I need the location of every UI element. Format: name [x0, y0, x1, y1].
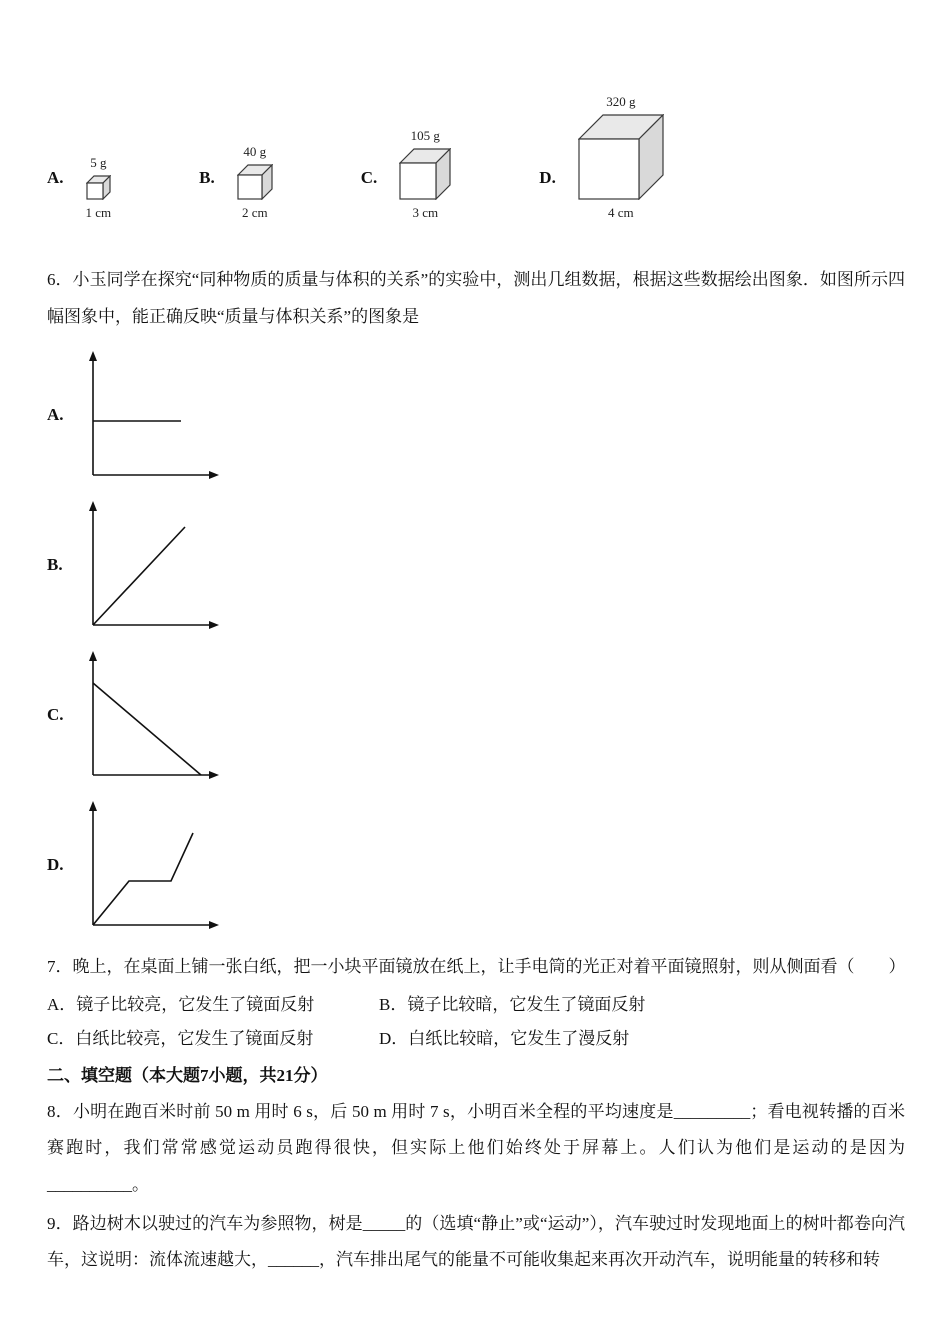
cube-figure-a — [86, 154, 112, 222]
graph-d-rise-plateau-rise-line — [83, 799, 223, 931]
question7-option-d: D．白纸比较暗，它发生了漫反射 — [379, 1028, 630, 1048]
graph-letter: B. — [47, 555, 63, 575]
graph-letter: A. — [47, 405, 64, 425]
cube-figure-d — [578, 93, 664, 222]
question5-options — [47, 92, 905, 222]
option-letter: C. — [360, 168, 378, 187]
question6-text: 6．小玉同学在探究“同种物质的质量与体积的关系”的实验中，测出几组数据，根据这些数据绘出图象．如图所示四幅图象中，能正确反映“质量与体积关系”的图象是 — [47, 270, 905, 326]
cube-edge-label: 2 cm — [241, 204, 268, 220]
question6-graph-c — [47, 649, 905, 781]
cube-mass-label: 5 g — [90, 154, 107, 170]
cube-mass-label: 320 g — [606, 93, 636, 109]
question5-option-d — [539, 93, 664, 222]
cube-icon — [578, 114, 664, 200]
question6-graph-b — [47, 499, 905, 631]
question7-options — [47, 988, 905, 1056]
question7-option-a: A．镜子比较亮，它发生了镜面反射 — [47, 994, 315, 1014]
graph-c-decreasing-line — [83, 649, 223, 781]
cube-icon — [399, 148, 451, 200]
question7-text: 7．晚上，在桌面上铺一张白纸，把一小块平面镜放在纸上，让手电筒的光正对着平面镜照射，则从侧面看（ ） — [47, 957, 906, 977]
graph-a-constant-line — [83, 349, 223, 481]
cube-mass-label: 105 g — [410, 127, 440, 143]
cube-figure-c — [399, 127, 451, 222]
cube-mass-label: 40 g — [243, 143, 267, 159]
cube-edge-label: 4 cm — [608, 204, 634, 220]
graph-b-proportional-line — [83, 499, 223, 631]
cube-figure-b — [237, 143, 273, 222]
question5-option-a — [47, 154, 111, 222]
question6-graph-a — [47, 349, 905, 481]
cube-icon — [86, 175, 111, 200]
cube-edge-label: 3 cm — [412, 204, 439, 220]
question5-option-c — [361, 127, 452, 222]
graph-letter: C. — [47, 705, 64, 725]
question8-text: 8．小明在跑百米时前 50 m 用时 6 s，后 50 m 用时 7 s，小明百米全程的平均速度是_________；看电视转播的百米赛跑时，我们常常感觉运动员跑得很快，但实际上他们始终处于屏幕上。人们认为他们是运动的是因为__________。 — [47, 1101, 905, 1195]
cube-icon — [237, 164, 273, 200]
question9-text: 9．路边树木以驶过的汽车为参照物，树是_____的（选填“静止”或“运动”），汽车驶过时发现地面上的树叶都卷向汽车，这说明：流体流速越大，______，汽车排出尾气的能量不可能收集起来再次开动汽车，说明能量的转移和转 — [47, 1213, 905, 1270]
graph-letter: D. — [47, 855, 64, 875]
section2-title: 二、填空题（本大题7小题，共21分） — [47, 1065, 328, 1085]
cube-edge-label: 1 cm — [85, 204, 112, 220]
question7-option-c: C．白纸比较亮，它发生了镜面反射 — [47, 1028, 314, 1048]
option-letter: D. — [539, 168, 556, 187]
question7-option-b: B．镜子比较暗，它发生了镜面反射 — [379, 994, 646, 1014]
option-letter: A. — [47, 168, 64, 187]
option-letter: B. — [199, 168, 215, 187]
question5-option-b — [199, 143, 273, 222]
question6-graph-d — [47, 799, 905, 931]
